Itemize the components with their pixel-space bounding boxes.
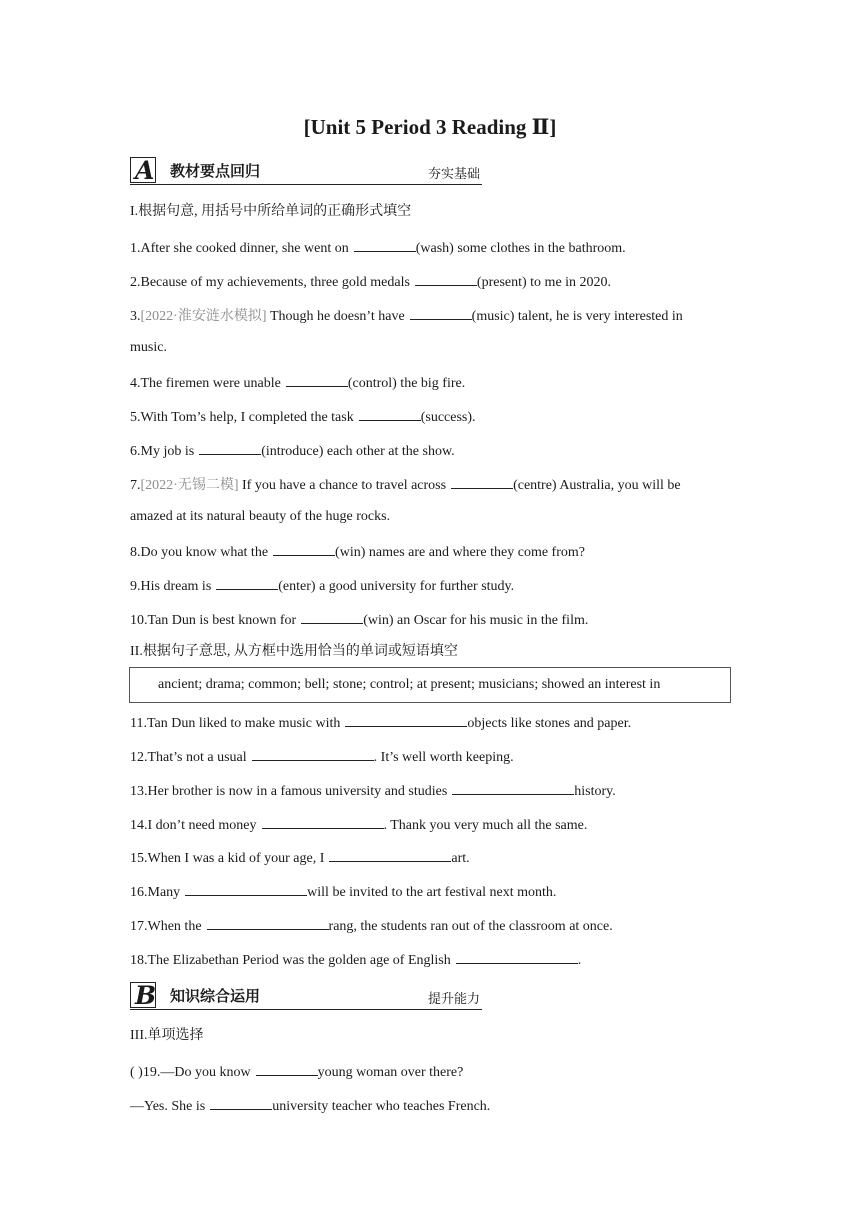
q19-text: 19.—Do you know bbox=[142, 1065, 251, 1080]
question-1 bbox=[130, 237, 626, 258]
q2-text: 2.Because of my achievements, three gold medals bbox=[130, 275, 410, 290]
q10-text: 10.Tan Dun is best known for bbox=[130, 613, 297, 628]
question-14 bbox=[130, 814, 587, 835]
q2-blank[interactable] bbox=[415, 271, 477, 286]
section-a-letter-box bbox=[130, 157, 156, 183]
q4-text: 4.The firemen were unable bbox=[130, 376, 281, 391]
section-a-banner bbox=[130, 156, 482, 186]
q18-text: 18.The Elizabethan Period was the golden age of English bbox=[130, 953, 451, 968]
section-b-letter-box bbox=[130, 982, 156, 1008]
q14-text: 14.I don’t need money bbox=[130, 818, 257, 833]
question-18 bbox=[130, 949, 581, 970]
q19b-text: —Yes. She is bbox=[130, 1099, 206, 1114]
q6-text: 6.My job is bbox=[130, 444, 195, 459]
q3-text: Though he doesn’t have bbox=[266, 309, 405, 324]
question-8 bbox=[130, 541, 585, 562]
question-7-cont: amazed at its natural beauty of the huge rocks. bbox=[130, 509, 391, 524]
section-b-letter: B bbox=[135, 981, 156, 1010]
q7-text: If you have a chance to travel across bbox=[238, 478, 447, 493]
q13-post: history. bbox=[574, 784, 616, 799]
q1-blank[interactable] bbox=[354, 237, 416, 252]
page-title: [Unit 5 Period 3 Reading Ⅱ] bbox=[303, 115, 557, 139]
q11-text: 11.Tan Dun liked to make music with bbox=[130, 716, 341, 731]
question-16 bbox=[130, 881, 556, 902]
q6-hint: (introduce) each other at the show. bbox=[261, 444, 455, 459]
question-15 bbox=[130, 847, 470, 868]
q11-blank[interactable] bbox=[345, 712, 467, 727]
word-box-text: ancient; drama; common; bell; stone; control; at present; musicians; showed an interest in bbox=[158, 677, 661, 692]
q19b-blank[interactable] bbox=[210, 1095, 272, 1110]
q9-blank[interactable] bbox=[216, 575, 278, 590]
question-11 bbox=[130, 712, 631, 733]
q5-text: 5.With Tom’s help, I completed the task bbox=[130, 410, 354, 425]
q12-text: 12.That’s not a usual bbox=[130, 750, 247, 765]
q3-blank[interactable] bbox=[410, 305, 472, 320]
question-19 bbox=[130, 1061, 463, 1082]
part2-heading: II.根据句子意思, 从方框中选用恰当的单词或短语填空 bbox=[130, 644, 458, 659]
q5-blank[interactable] bbox=[359, 406, 421, 421]
q3-source: [2022·淮安涟水模拟] bbox=[140, 309, 267, 324]
q9-text: 9.His dream is bbox=[130, 579, 212, 594]
section-a-title: 教材要点回归 bbox=[170, 162, 261, 180]
q16-post: will be invited to the art festival next month. bbox=[307, 885, 557, 900]
question-4 bbox=[130, 372, 465, 393]
q19b-post: university teacher who teaches French. bbox=[272, 1099, 491, 1114]
question-17 bbox=[130, 915, 613, 936]
q7-number: 7. bbox=[130, 478, 141, 493]
q7-hint: (centre) Australia, you will be bbox=[513, 478, 681, 493]
q13-text: 13.Her brother is now in a famous university and studies bbox=[130, 784, 448, 799]
q4-hint: (control) the big fire. bbox=[347, 376, 466, 391]
q8-blank[interactable] bbox=[273, 541, 335, 556]
q15-blank[interactable] bbox=[329, 847, 451, 862]
q2-hint: (present) to me in 2020. bbox=[476, 275, 612, 290]
q13-blank[interactable] bbox=[452, 780, 574, 795]
q19-post: young woman over there? bbox=[317, 1065, 464, 1080]
question-13 bbox=[130, 780, 616, 801]
part3-heading: III.单项选择 bbox=[130, 1028, 204, 1043]
section-b-rule bbox=[130, 1009, 482, 1010]
question-6 bbox=[130, 440, 455, 461]
section-a-rule bbox=[130, 184, 482, 185]
q1-hint: (wash) some clothes in the bathroom. bbox=[415, 241, 626, 256]
q8-text: 8.Do you know what the bbox=[130, 545, 269, 560]
question-3-cont: music. bbox=[130, 340, 167, 355]
q12-blank[interactable] bbox=[252, 746, 374, 761]
q9-hint: (enter) a good university for further study. bbox=[278, 579, 515, 594]
q7-source: [2022·无锡二模] bbox=[140, 478, 239, 493]
q11-post: objects like stones and paper. bbox=[467, 716, 632, 731]
q17-post: rang, the students ran out of the classroom at once. bbox=[328, 919, 613, 934]
question-7 bbox=[130, 474, 681, 495]
section-b-banner bbox=[130, 981, 482, 1011]
q10-blank[interactable] bbox=[301, 609, 363, 624]
q4-blank[interactable] bbox=[286, 372, 348, 387]
q5-hint: (success). bbox=[420, 410, 476, 425]
q14-blank[interactable] bbox=[262, 814, 384, 829]
q17-text: 17.When the bbox=[130, 919, 202, 934]
q8-hint: (win) names are and where they come from? bbox=[335, 545, 585, 560]
q18-blank[interactable] bbox=[456, 949, 578, 964]
q7-blank[interactable] bbox=[451, 474, 513, 489]
question-2 bbox=[130, 271, 611, 292]
q16-text: 16.Many bbox=[130, 885, 181, 900]
q10-hint: (win) an Oscar for his music in the film. bbox=[363, 613, 589, 628]
q19-answer-slot[interactable]: ( ) bbox=[130, 1065, 143, 1080]
q17-blank[interactable] bbox=[207, 915, 329, 930]
q12-post: . It’s well worth keeping. bbox=[373, 750, 514, 765]
q3-number: 3. bbox=[130, 309, 141, 324]
q3-hint: (music) talent, he is very interested in bbox=[471, 309, 683, 324]
q18-post: . bbox=[577, 953, 582, 968]
question-9 bbox=[130, 575, 514, 596]
question-12 bbox=[130, 746, 514, 767]
q15-post: art. bbox=[451, 851, 470, 866]
q1-text: 1.After she cooked dinner, she went on bbox=[130, 241, 349, 256]
question-10 bbox=[130, 609, 588, 630]
question-3 bbox=[130, 305, 683, 326]
q19-blank[interactable] bbox=[256, 1061, 318, 1076]
q6-blank[interactable] bbox=[199, 440, 261, 455]
q14-post: . Thank you very much all the same. bbox=[383, 818, 588, 833]
q15-text: 15.When I was a kid of your age, I bbox=[130, 851, 325, 866]
question-19-reply bbox=[130, 1095, 490, 1116]
part1-heading: I.根据句意, 用括号中所给单词的正确形式填空 bbox=[130, 204, 412, 219]
section-b-title: 知识综合运用 bbox=[170, 987, 261, 1005]
section-a-letter: A bbox=[135, 156, 154, 185]
section-b-tag: 提升能力 bbox=[427, 992, 480, 1007]
word-box bbox=[129, 667, 731, 703]
section-a-tag: 夯实基础 bbox=[427, 167, 480, 182]
q16-blank[interactable] bbox=[185, 881, 307, 896]
question-5 bbox=[130, 406, 476, 427]
